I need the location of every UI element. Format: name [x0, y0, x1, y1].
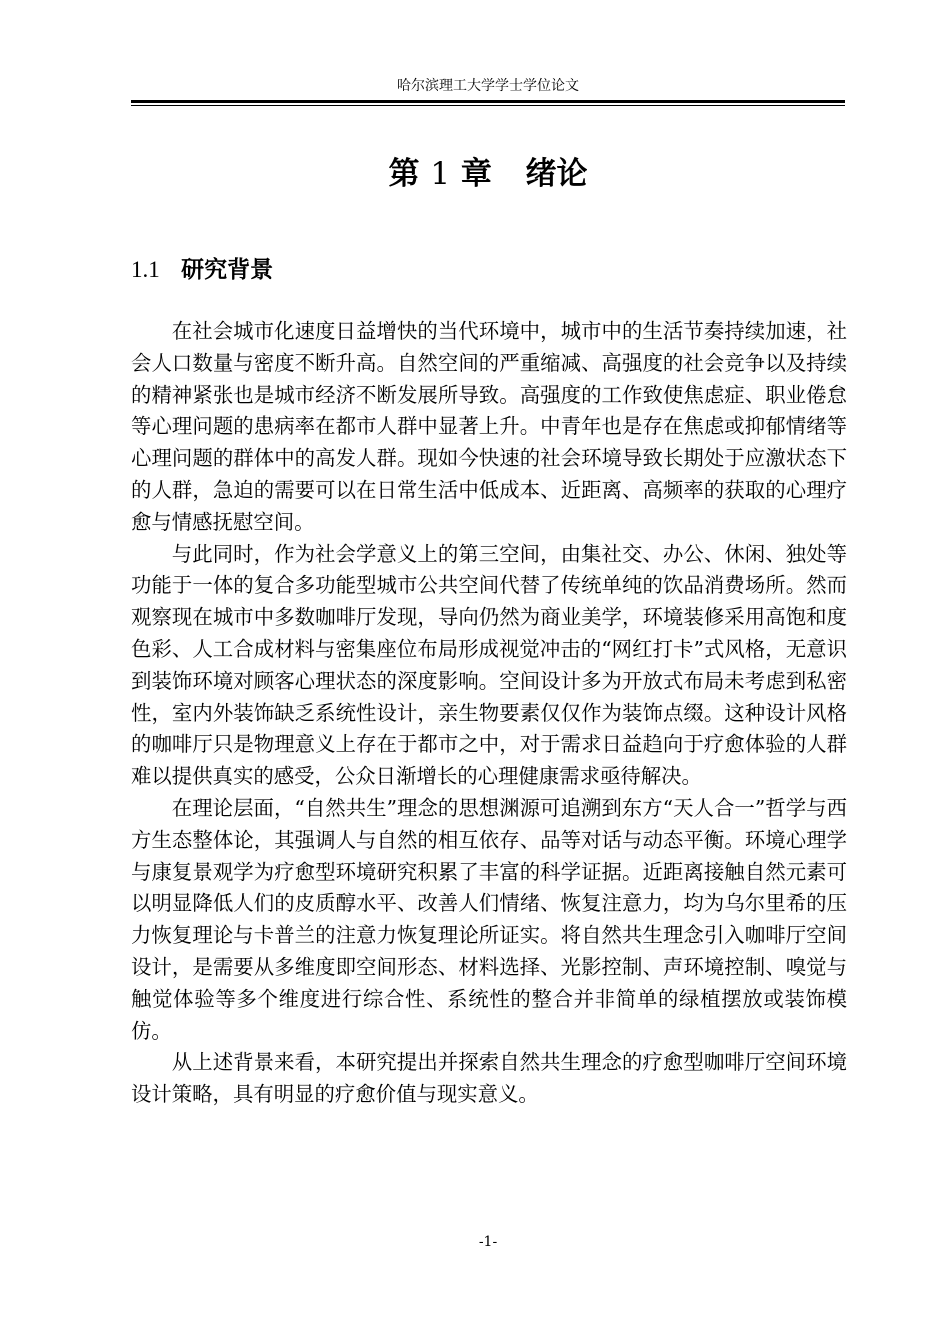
header-rule-thin [131, 105, 845, 106]
paragraph-3: 在理论层面，“自然共生”理念的思想渊源可追溯到东方“天人合一”哲学与西方生态整体论，其强调人与自然的相互依存、品等对话与动态平衡。环境心理学与康复景观学为疗愈型环境研究积累了丰富的科学证据。近距离接触自然元素可以明显降低人们的皮质醇水平、改善人们情绪、恢复注意力，均为乌尔里希的压力恢复理论与卡普兰的注意力恢复理论所证实。将自然共生理念引入咖啡厅空间设计，是需要从多维度即空间形态、材料选择、光影控制、声环境控制、嗅觉与触觉体验等多个维度进行综合性、系统性的整合并非简单的绿植摆放或装饰模仿。 [131, 795, 847, 1043]
chapter-title [131, 152, 845, 196]
running-header: 哈尔滨理工大学学士学位论文 [397, 78, 579, 94]
chapter-number: 1 [430, 156, 451, 192]
chapter-name: 绪论 [525, 156, 588, 192]
chapter-suffix: 章 [460, 156, 492, 192]
paragraph-1: 在社会城市化速度日益增快的当代环境中，城市中的生活节奏持续加速，社会人口数量与密度不断升高。自然空间的严重缩减、高强度的社会竞争以及持续的精神紧张也是城市经济不断发展所导致。高强度的工作致使焦虑症、职业倦怠等心理问题的患病率在都市人群中显著上升。中青年也是存在焦虑或抑郁情绪等心理问题的群体中的高发人群。现如今快速的社会环境导致长期处于应激状态下的人群，急迫的需要可以在日常生活中低成本、近距离、高频率的获取的心理疗愈与情感抚慰空间。 [131, 319, 847, 534]
page-number: -1- [478, 1234, 498, 1250]
header-rule-thick [131, 100, 845, 103]
body-text [131, 316, 847, 1111]
paragraph-2: 与此同时，作为社会学意义上的第三空间，由集社交、办公、休闲、独处等功能于一体的复合多功能型城市公共空间代替了传统单纯的饮品消费场所。然而观察现在城市中多数咖啡厅发现，导向仍然为商业美学，环境装修采用高饱和度色彩、人工合成材料与密集座位布局形成视觉冲击的“网红打卡”式风格，无意识到装饰环境对顾客心理状态的深度影响。空间设计多为开放式布局未考虑到私密性，室内外装饰缺乏系统性设计，亲生物要素仅仅作为装饰点缀。这种设计风格的咖啡厅只是物理意义上存在于都市之中，对于需求日益趋向于疗愈体验的人群难以提供真实的感受，公众日渐增长的心理健康需求亟待解决。 [131, 541, 847, 789]
paragraph-4: 从上述背景来看，本研究提出并探索自然共生理念的疗愈型咖啡厅空间环境设计策略，具有明显的疗愈价值与现实意义。 [131, 1050, 847, 1107]
section-number: 1.1 [131, 257, 160, 282]
chapter-prefix: 第 [388, 156, 420, 192]
section-title: 研究背景 [181, 257, 274, 283]
section-heading [131, 254, 845, 286]
